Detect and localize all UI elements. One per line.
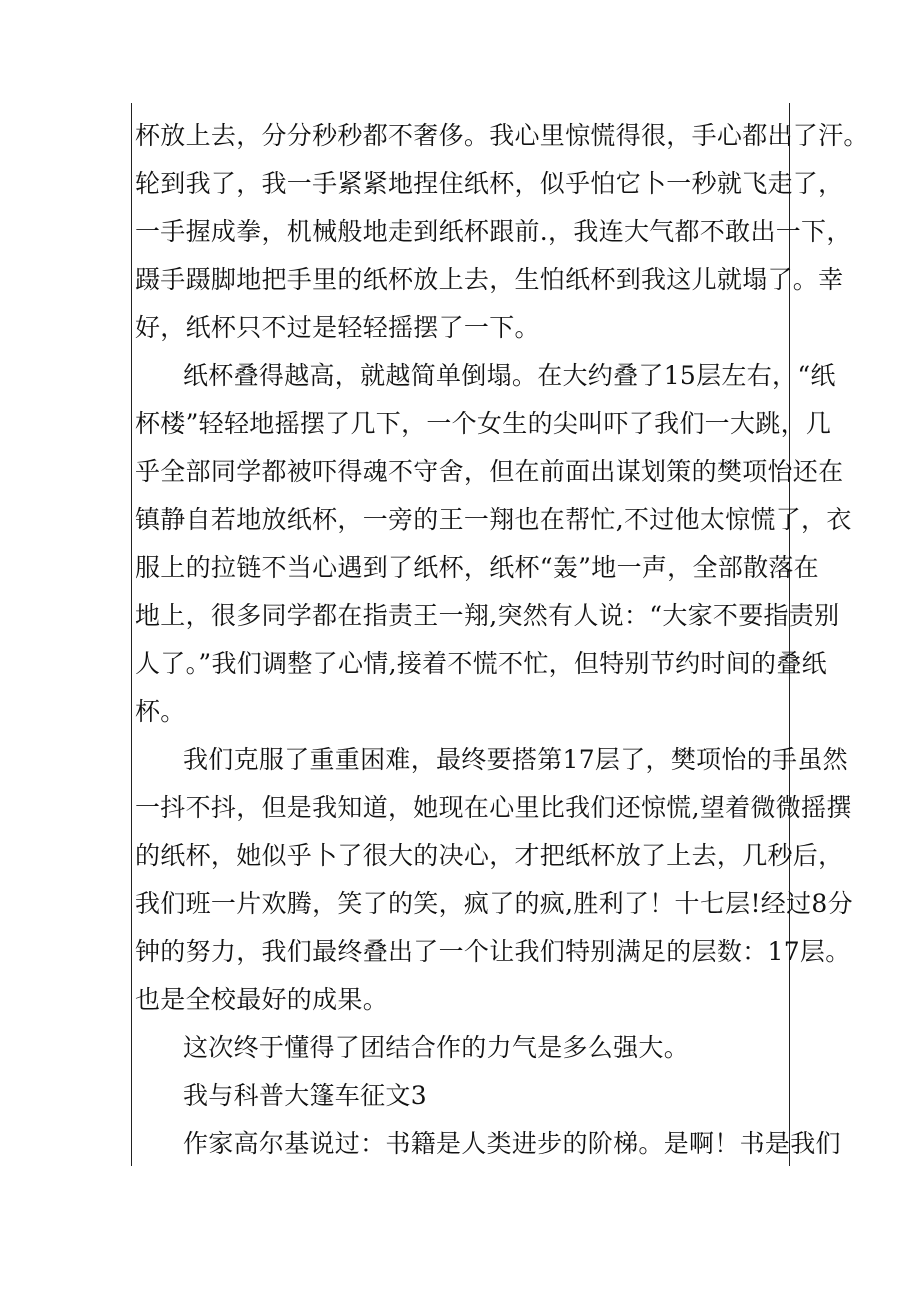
text-line: 镇静自若地放纸杯，一旁的王一翔也在帮忙,不过他太惊慌了，衣 bbox=[135, 505, 852, 534]
text-line: 也是全校最好的成果。 bbox=[135, 985, 389, 1014]
text-line: 杯放上去，分分秒秒都不奢侈。我心里惊慌得很，手心都出了汗。 bbox=[135, 121, 869, 150]
text-line: 乎全部同学都被吓得魂不守舍，但在前面出谋划策的樊项怡还在 bbox=[135, 457, 844, 486]
text-line: 人了。”我们调整了心情,接着不慌不忙，但特别节约时间的叠纸 bbox=[135, 649, 827, 678]
paragraph-first-line: 作家高尔基说过：书籍是人类进步的阶梯。是啊！书是我们 bbox=[183, 1129, 841, 1158]
text-line: 轮到我了，我一手紧紧地捏住纸杯，似乎怕它卜一秒就飞走了， bbox=[135, 169, 844, 198]
text-line: 杯楼”轻轻地摇摆了几下，一个女生的尖叫吓了我们一大跳，几 bbox=[135, 409, 832, 438]
text-line: 的纸杯，她似乎卜了很大的决心，才把纸杯放了上去，几秒后， bbox=[135, 841, 844, 870]
paragraph-first-line: 我们克服了重重困难，最终要搭第17层了，樊项怡的手虽然 bbox=[183, 745, 848, 774]
section-heading: 我与科普大篷车征文3 bbox=[183, 1081, 427, 1110]
paragraph-first-line: 纸杯叠得越高，就越简单倒塌。在大约叠了15层左右，“纸 bbox=[183, 361, 836, 390]
text-line: 杯。 bbox=[135, 697, 186, 726]
text-line: 服上的拉链不当心遇到了纸杯，纸杯“轰”地一声，全部散落在 bbox=[135, 553, 819, 582]
text-line: 我们班一片欢腾，笑了的笑，疯了的疯,胜利了！十七层!经过8分 bbox=[135, 889, 853, 918]
left-border-line bbox=[131, 103, 132, 1166]
text-line: 钟的努力，我们最终叠出了一个让我们特别满足的层数：17层。 bbox=[135, 937, 851, 966]
text-line: 一手握成拳，机械般地走到纸杯跟前.，我连大气都不敢出一下， bbox=[135, 217, 852, 246]
text-line: 好，纸杯只不过是轻轻摇摆了一下。 bbox=[135, 313, 540, 342]
text-line: 蹑手蹑脚地把手里的纸杯放上去，生怕纸杯到我这儿就塌了。幸 bbox=[135, 265, 844, 294]
text-line: 地上，很多同学都在指责王一翔,突然有人说：“大家不要指责别 bbox=[135, 601, 840, 630]
paragraph-first-line: 这次终于懂得了团结合作的力气是多么强大。 bbox=[183, 1033, 690, 1062]
text-line: 一抖不抖，但是我知道，她现在心里比我们还惊慌,望着微微摇撰 bbox=[135, 793, 852, 822]
